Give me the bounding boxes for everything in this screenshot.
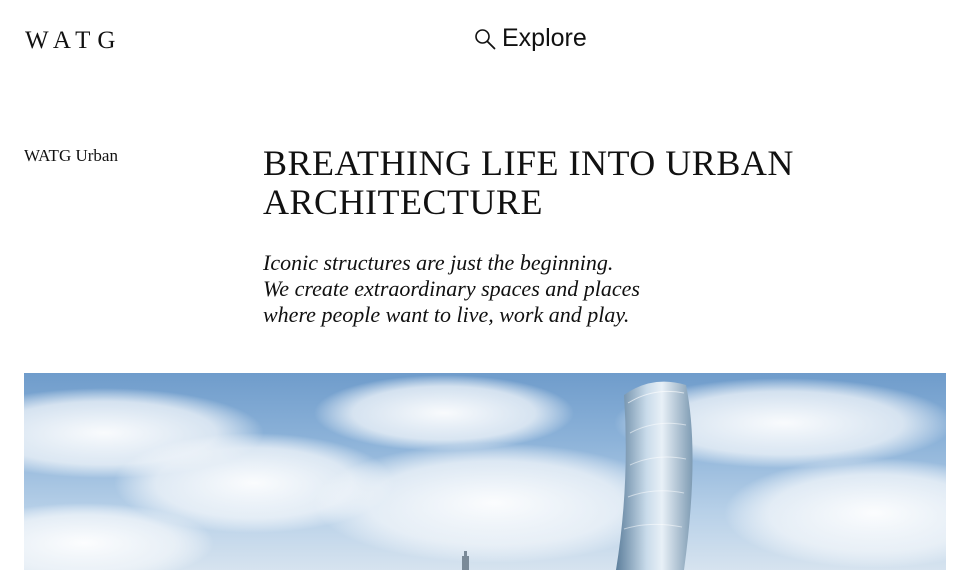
search-icon [474,28,496,50]
tagline [263,250,783,328]
hero-image [24,373,946,570]
watg-logo[interactable]: WATG [25,27,123,54]
skyscraper-photo [24,373,946,570]
tagline-line: We create extraordinary spaces and places [263,276,640,301]
section-label: WATG Urban [24,146,118,165]
explore-button[interactable] [474,26,587,51]
tagline-line: where people want to live, work and play. [263,302,630,327]
page-headline: BREATHING LIFE INTO URBAN ARCHITECTURE [263,143,794,222]
tagline-line: Iconic structures are just the beginning. [263,250,614,275]
explore-label: Explore [502,24,587,52]
